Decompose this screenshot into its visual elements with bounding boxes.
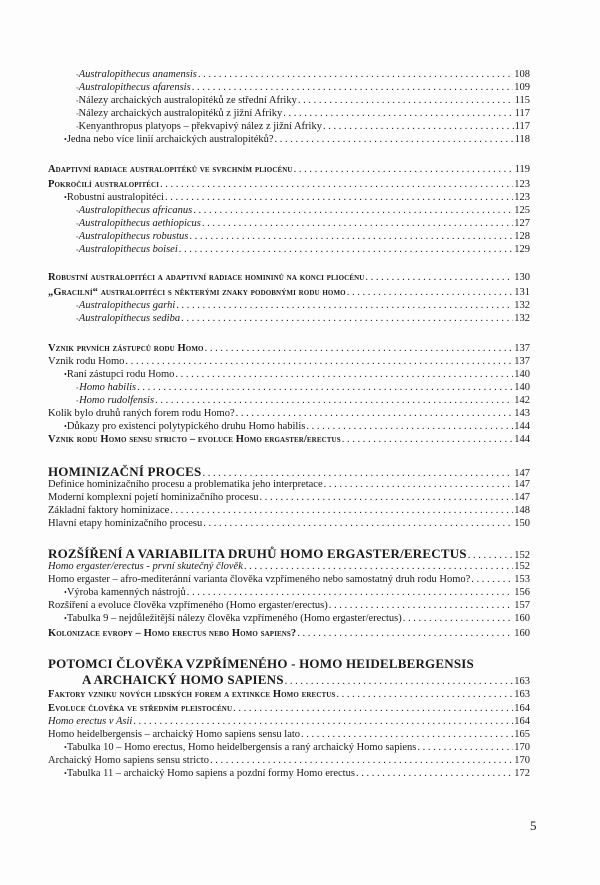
dot-leader — [285, 675, 514, 688]
entry-title: Australopithecus sediba — [78, 313, 181, 324]
toc-entry[interactable] — [48, 271, 530, 284]
entry-title: Nálezy archaických australopitéků z jižní Afriky — [78, 108, 283, 119]
entry-page: 123 — [514, 179, 530, 190]
dot-leader — [137, 381, 513, 394]
dot-leader — [210, 754, 513, 767]
bullet-icon: • — [64, 769, 67, 778]
toc-entry[interactable] — [48, 94, 530, 108]
entry-page: 153 — [514, 574, 530, 585]
circle-bullet-icon: ◦ — [76, 302, 79, 310]
dot-leader — [298, 94, 514, 107]
toc-entry[interactable] — [48, 133, 530, 146]
dot-leader — [175, 368, 513, 381]
circle-bullet-icon: ◦ — [76, 220, 79, 228]
entry-title: A ARCHAICKÝ HOMO SAPIENS — [82, 672, 284, 687]
dot-leader — [301, 728, 513, 741]
circle-bullet-icon: ◦ — [76, 246, 79, 254]
circle-bullet-icon: ◦ — [76, 97, 79, 105]
entry-page: 163 — [514, 689, 530, 700]
dot-leader — [179, 243, 513, 256]
entry-page: 132 — [514, 300, 530, 311]
toc-entry[interactable] — [48, 612, 530, 625]
dot-leader — [155, 394, 513, 407]
toc-entry[interactable] — [48, 702, 530, 715]
toc-entry[interactable] — [48, 573, 530, 586]
entry-title: Výroba kamenných nástrojů — [66, 587, 186, 598]
dot-leader — [297, 627, 513, 640]
entry-page: 147 — [514, 492, 530, 503]
entry-page: 164 — [514, 703, 530, 714]
dot-leader — [202, 217, 513, 230]
page-number: 5 — [530, 818, 537, 833]
toc-entry[interactable] — [48, 627, 530, 640]
entry-title: Australopithecus anamensis — [78, 69, 197, 80]
entry-title: Jedna nebo více linií archaických australopitéků? — [66, 134, 274, 145]
dot-leader — [233, 702, 513, 715]
entry-title: Australopithecus aethiopicus — [78, 218, 201, 229]
entry-title: Australopithecus africanus — [78, 205, 193, 216]
dot-leader — [365, 271, 513, 284]
dot-leader — [336, 688, 513, 701]
entry-title: Evoluce člověka ve středním pleistocénu — [48, 703, 233, 714]
entry-page: 118 — [514, 134, 530, 145]
toc-entry[interactable] — [48, 504, 530, 517]
dot-leader — [471, 573, 513, 586]
entry-page: 140 — [514, 369, 530, 380]
dot-leader — [329, 599, 514, 612]
toc-entry[interactable] — [48, 217, 530, 231]
dot-leader — [356, 767, 513, 780]
dot-leader — [275, 133, 514, 146]
entry-title: Faktory vzniku nových lidských forem a extinkce Homo erectus — [48, 689, 336, 700]
dot-leader — [323, 120, 514, 133]
dot-leader — [403, 612, 513, 625]
bullet-icon: • — [64, 135, 67, 144]
bullet-icon: • — [64, 422, 67, 431]
entry-title: Rozšíření a evoluce člověka vzpřímeného (Homo ergaster/erectus) — [48, 600, 328, 611]
circle-bullet-icon: ◦ — [76, 110, 79, 118]
toc-entry[interactable] — [48, 355, 530, 368]
entry-title: „Gracilní“ australopitéci s některými znaky podobnými rodu homo — [48, 287, 346, 298]
entry-page: 148 — [514, 505, 530, 516]
entry-page: 117 — [514, 108, 530, 119]
entry-page: 137 — [514, 356, 530, 367]
entry-page: 147 — [514, 479, 530, 490]
circle-bullet-icon: ◦ — [76, 233, 79, 241]
dot-leader — [342, 433, 514, 446]
entry-page: 119 — [514, 164, 530, 175]
dot-leader — [125, 355, 513, 368]
dot-leader — [165, 191, 513, 204]
toc-entry[interactable] — [48, 178, 530, 191]
dot-leader — [244, 560, 513, 573]
entry-page: 163 — [514, 676, 530, 687]
entry-page: 156 — [514, 587, 530, 598]
entry-page: 170 — [514, 742, 530, 753]
toc-entry[interactable] — [48, 312, 530, 326]
dot-leader — [417, 741, 513, 754]
entry-page: 172 — [514, 768, 530, 779]
entry-page: 137 — [514, 343, 530, 354]
circle-bullet-icon: ◦ — [76, 84, 79, 92]
entry-page: 142 — [514, 395, 530, 406]
entry-page: 127 — [514, 218, 530, 229]
entry-title: Tabulka 11 – archaický Homo sapiens a pozdní formy Homo erectus — [66, 768, 355, 779]
entry-title: Homo ergaster – afro-mediteránní varianta člověka vzpřímeného nebo samostatný druh rodu Homo? — [48, 574, 471, 585]
entry-title: Homo ergaster/erectus - první skutečný člověk — [48, 561, 243, 572]
dot-leader — [283, 107, 513, 120]
toc-entry[interactable] — [48, 107, 530, 121]
toc-entry[interactable] — [48, 243, 530, 257]
toc-entry[interactable] — [48, 381, 530, 395]
circle-bullet-icon: ◦ — [76, 397, 79, 405]
toc-entry[interactable] — [48, 767, 530, 780]
toc-entry[interactable] — [48, 368, 530, 381]
entry-title: HOMINIZAČNÍ PROCES — [48, 464, 202, 479]
entry-title: Definice hominizačního procesu a problematika jeho interpretace — [48, 479, 323, 490]
entry-page: 140 — [514, 382, 530, 393]
entry-title: Vznik rodu Homo — [48, 356, 125, 367]
dot-leader — [181, 312, 513, 325]
entry-title: Adaptivní radiace australopitéků ve svrchním pliocénu — [48, 164, 293, 175]
entry-title: Robustní australopitéci — [66, 192, 164, 203]
toc-entry[interactable] — [48, 204, 530, 218]
dot-leader — [236, 407, 514, 420]
entry-title: Hlavní etapy hominizačního procesu — [48, 518, 203, 529]
dot-leader — [160, 178, 513, 191]
entry-page: 164 — [514, 716, 530, 727]
entry-page: 157 — [514, 600, 530, 611]
entry-page: 160 — [514, 613, 530, 624]
entry-title: Základní faktory hominizace — [48, 505, 170, 516]
entry-page: 152 — [514, 550, 530, 561]
entry-title: Pokročilí australopitéci — [48, 179, 160, 190]
entry-title: Kenyanthropus platyops – překvapivý nález z jižní Afriky — [78, 121, 322, 132]
entry-page: 152 — [514, 561, 530, 572]
bullet-icon: • — [64, 614, 67, 623]
toc-entry[interactable] — [48, 433, 530, 446]
dot-leader — [260, 491, 514, 504]
circle-bullet-icon: ◦ — [76, 207, 79, 215]
toc-entry[interactable] — [48, 407, 530, 420]
toc-entry[interactable] — [48, 517, 530, 530]
toc-entry[interactable] — [48, 688, 530, 701]
entry-page: 117 — [514, 121, 530, 132]
entry-title: POTOMCI ČLOVĚKA VZPŘÍMENÉHO - HOMO HEIDELBERGENSIS — [48, 656, 474, 671]
entry-page: 144 — [514, 434, 530, 445]
dot-leader — [170, 504, 513, 517]
toc-entry[interactable] — [48, 715, 530, 728]
toc-heading-line — [48, 656, 530, 671]
bullet-icon: • — [64, 588, 67, 597]
toc-entry[interactable] — [48, 120, 530, 134]
bullet-icon: • — [64, 743, 67, 752]
entry-page: 165 — [514, 729, 530, 740]
entry-title: Australopithecus afarensis — [78, 82, 191, 93]
entry-title: Homo heidelbergensis – archaický Homo sapiens sensu lato — [48, 729, 301, 740]
entry-title: Tabulka 9 – nejdůležitější nálezy člověka vzpřímeného (Homo ergaster/erectus) — [66, 613, 402, 624]
toc-entry[interactable] — [48, 342, 530, 355]
entry-page: 160 — [514, 628, 530, 639]
toc-entry[interactable] — [48, 191, 530, 204]
toc-entry[interactable] — [48, 754, 530, 767]
toc-entry[interactable] — [48, 394, 530, 408]
circle-bullet-icon: ◦ — [76, 71, 79, 79]
toc-entry[interactable] — [48, 741, 530, 754]
entry-title: Nálezy archaických australopitéků ze střední Afriky — [78, 95, 297, 106]
toc-entry[interactable] — [48, 478, 530, 491]
dot-leader — [198, 68, 513, 81]
entry-title: Australopithecus garhi — [78, 300, 176, 311]
entry-title: Raní zástupci rodu Homo — [66, 369, 175, 380]
entry-title: ROZŠÍŘENÍ A VARIABILITA DRUHŮ HOMO ERGASTER/ERECTUS — [48, 546, 467, 561]
toc-entry[interactable] — [48, 560, 530, 573]
toc-entry[interactable] — [48, 81, 530, 95]
dot-leader — [133, 715, 513, 728]
entry-page: 132 — [514, 313, 530, 324]
entry-title: Důkazy pro existenci polytypického druhu Homo habilis — [66, 421, 306, 432]
circle-bullet-icon: ◦ — [76, 315, 79, 323]
entry-title: Tabulka 10 – Homo erectus, Homo heidelbergensis a raný archaický Homo sapiens — [66, 742, 417, 753]
dot-leader — [176, 299, 513, 312]
entry-page: 123 — [514, 192, 530, 203]
toc-entry[interactable] — [48, 299, 530, 313]
entry-page: 125 — [514, 205, 530, 216]
entry-title: Archaický Homo sapiens sensu stricto — [48, 755, 209, 766]
dot-leader — [203, 517, 513, 530]
toc-entry[interactable] — [48, 728, 530, 741]
toc-entry[interactable] — [48, 163, 530, 176]
bullet-icon: • — [64, 370, 67, 379]
entry-title: Homo rudolfensis — [79, 395, 155, 406]
circle-bullet-icon: ◦ — [76, 123, 79, 131]
entry-page: 131 — [514, 287, 530, 298]
entry-title: Kolonizace evropy – Homo erectus nebo Homo sapiens? — [48, 628, 297, 639]
dot-leader — [306, 420, 513, 433]
entry-page: 143 — [514, 408, 530, 419]
entry-title: Vznik rodu Homo sensu stricto – evoluce Homo ergaster/erectus — [48, 434, 341, 445]
entry-page: 144 — [514, 421, 530, 432]
entry-title: Moderní komplexní pojetí hominizačního procesu — [48, 492, 259, 503]
entry-page: 108 — [514, 69, 530, 80]
entry-page: 150 — [514, 518, 530, 529]
dot-leader — [205, 342, 514, 355]
entry-page: 128 — [514, 231, 530, 242]
dot-leader — [324, 478, 514, 491]
dot-leader — [192, 81, 514, 94]
bullet-icon: • — [64, 193, 67, 202]
toc-entry[interactable] — [48, 491, 530, 504]
entry-title: Robustní australopitéci a adaptivní radiace homininů na konci pliocénu — [48, 272, 365, 283]
toc-entry[interactable] — [48, 230, 530, 244]
dot-leader — [189, 230, 513, 243]
entry-page: 170 — [514, 755, 530, 766]
entry-page: 129 — [514, 244, 530, 255]
entry-title: Australopithecus robustus — [78, 231, 189, 242]
entry-title: Australopithecus boisei — [78, 244, 178, 255]
entry-page: 130 — [514, 272, 530, 283]
entry-page: 109 — [514, 82, 530, 93]
toc-entry[interactable] — [48, 599, 530, 612]
entry-title: Kolik bylo druhů raných forem rodu Homo? — [48, 408, 235, 419]
entry-title: Vznik prvních zástupců rodu Homo — [48, 343, 204, 354]
toc-entry[interactable] — [48, 586, 530, 599]
dot-leader — [193, 204, 513, 217]
dot-leader — [294, 163, 514, 176]
toc-entry[interactable] — [48, 68, 530, 82]
dot-leader — [187, 586, 513, 599]
toc-entry[interactable] — [48, 672, 530, 688]
entry-title: Homo habilis — [79, 382, 137, 393]
toc-entry[interactable] — [48, 420, 530, 433]
dot-leader — [347, 286, 514, 299]
circle-bullet-icon: ◦ — [76, 384, 79, 392]
entry-title: Homo erectus v Asii — [48, 716, 133, 727]
toc-entry[interactable] — [48, 286, 530, 299]
entry-page: 115 — [514, 95, 530, 106]
entry-page: 147 — [514, 468, 530, 479]
